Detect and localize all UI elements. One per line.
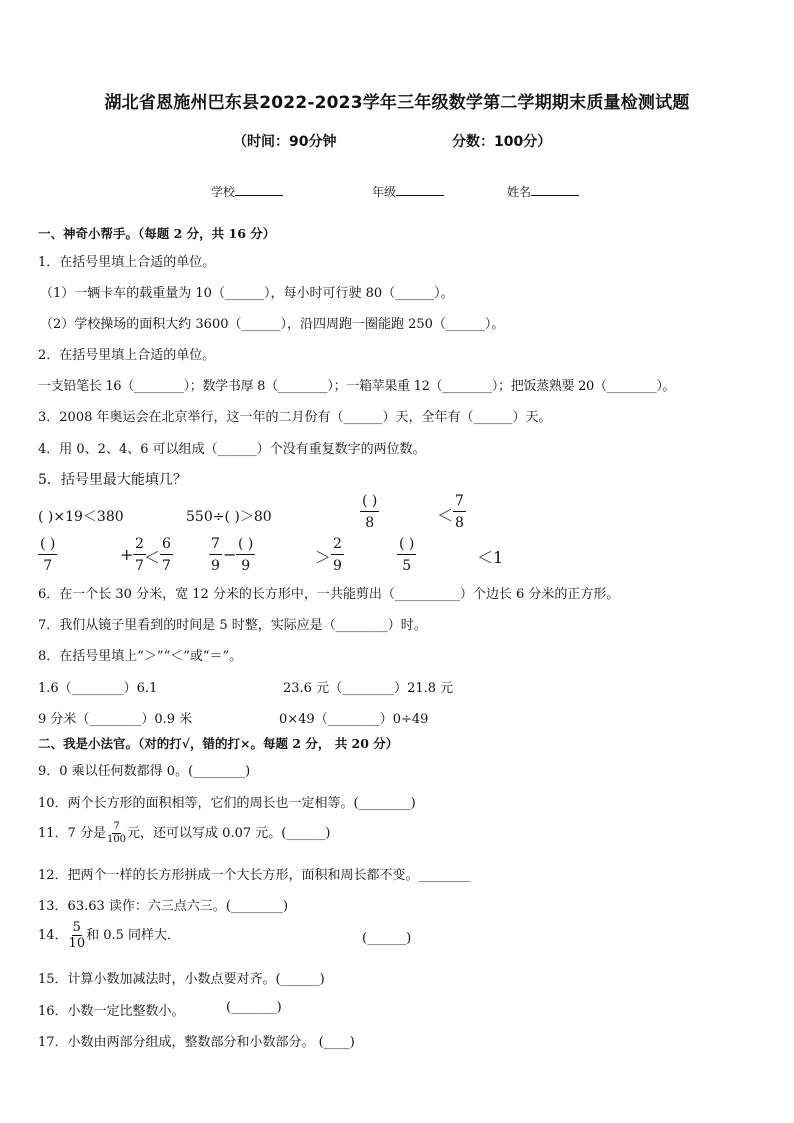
q5f-fraction-blank[interactable] [397,537,416,573]
q5c-fraction [453,494,466,530]
q5d-n2: 2 [133,537,146,555]
q5c-operator: ＜ [437,506,454,525]
q5f-denominator: 5 [402,558,412,574]
school-field[interactable] [211,183,283,200]
q5e-numerator-blank[interactable]: ( ) [236,537,255,555]
exam-time: （时间：90分钟 [233,134,337,150]
q14-answer-blank[interactable]: (______) [362,931,412,946]
grade-blank[interactable] [396,184,444,196]
question-11[interactable] [38,822,330,845]
q5c-rden: 8 [455,515,464,531]
school-label: 学校 [211,185,236,199]
name-label: 姓名 [507,185,532,199]
name-field[interactable] [507,183,579,200]
school-blank[interactable] [235,184,283,196]
section2-heading: 二、我是小法官。（对的打√，错的打×。每题 2 分， 共 20 分） [38,736,399,751]
q5e-n1: 7 [209,537,222,555]
page-title: 湖北省恩施州巴东县2022-2023学年三年级数学第二学期期末质量检测试题 [104,93,690,113]
q5c-fraction-blank[interactable] [360,494,379,530]
q5e-minus: − [223,545,237,564]
q5d-plus: + [120,545,134,564]
q5f-numerator-blank[interactable]: ( ) [397,537,416,555]
question-7[interactable]: 7．我们从镜子里看到的时间是 5 时整，实际应是（________）时。 [38,618,427,633]
question-5: 5．括号里最大能填几？ [38,472,187,488]
q8-compare-b[interactable]: 23.6 元（________）21.8 元 [283,681,454,696]
q5f-operator: ＜1 [477,548,504,567]
question-9[interactable]: 9．0 乘以任何数都得 0。(________) [38,764,251,779]
question-10[interactable]: 10．两个长方形的面积相等，它们的周长也一定相等。(________) [38,796,416,811]
q5e-fraction-1 [209,537,222,573]
q5d-d2: 7 [135,558,144,574]
q5e-n3: 2 [331,537,344,555]
q8-compare-d[interactable]: 0×49（________）0÷49 [279,712,429,727]
question-1-1[interactable]: （1）一辆卡车的载重量为 10（______），每小时可行驶 80（______）。 [40,286,454,301]
q14-numerator: 5 [72,920,81,935]
q5c-rnum: 7 [453,494,466,512]
question-8: 8．在括号里填上“＞”“＜”或“＝”。 [38,649,243,664]
question-13[interactable]: 13．63.63 读作：六三点六三。(________) [38,899,289,914]
question-17[interactable]: 17．小数由两部分组成，整数部分和小数部分。 (____) [38,1035,355,1050]
question-16: 16．小数一定比整数小。 [38,1004,185,1019]
q5d-operator: ＜ [144,548,161,567]
question-12[interactable]: 12．把两个一样的长方形拼成一个大长方形，面积和周长都不变。________ [38,868,471,883]
q5d-numerator-blank[interactable]: ( ) [38,537,57,555]
question-14[interactable] [38,921,180,950]
q8-compare-a[interactable]: 1.6（________）6.1 [38,681,158,696]
q5e-denominator: 9 [241,558,251,574]
grade-field[interactable] [372,183,444,200]
q5e-operator: ＞ [315,548,332,567]
q5d-fraction-3 [160,537,173,573]
question-15[interactable]: 15．计算小数加减法时，小数点要对齐。(______) [38,972,325,987]
question-2: 2．在括号里填上合适的单位。 [38,348,216,363]
q14-denominator: 10 [68,936,86,951]
q11-prefix: 11．7 分是 [38,826,106,841]
q5c-numerator-blank[interactable]: ( ) [360,494,379,512]
section1-heading: 一、神奇小帮手。（每题 2 分，共 16 分） [38,226,276,241]
question-3[interactable]: 3．2008 年奥运会在北京举行，这一年的二月份有（______）天，全年有（______）天。 [38,410,552,425]
exam-score: 分数：100分） [452,134,552,150]
q5d-d3: 7 [162,558,171,574]
q5e-fraction-blank[interactable] [236,537,255,573]
q5e-fraction-3 [331,537,344,573]
q5e-d1: 9 [211,558,220,574]
q16-answer-blank[interactable]: (_______) [226,1000,282,1015]
question-4[interactable]: 4．用 0、2、4、6 可以组成（______）个没有重复数字的两位数。 [38,442,426,457]
q5d-fraction-blank[interactable] [38,537,57,573]
q5e-d3: 9 [333,558,342,574]
q14-suffix: 和 0.5 同样大． [86,928,181,943]
grade-label: 年级 [372,185,397,199]
question-2-line[interactable]: 一支铅笔长 16（________）；数学书厚 8（________）；一箱苹果重 12（________）；把饭蒸熟要 20（________）。 [38,379,676,394]
q11-fraction [107,822,126,845]
q5c-denominator: 8 [365,515,375,531]
question-6[interactable]: 6．在一个长 30 分米，宽 12 分米的长方形中，一共能剪出（__________）个边长 6 分米的正方形。 [38,587,620,602]
question-1: 1．在括号里填上合适的单位。 [38,255,216,270]
q5-expr-b[interactable]: 550÷( )＞80 [186,509,272,525]
q11-denominator: 100 [106,834,127,845]
q11-numerator: 7 [113,821,120,832]
question-1-2[interactable]: （2）学校操场的面积大约 3600（______），沿四周跑一圈能跑 250（______）。 [40,317,505,332]
q5d-n3: 6 [160,537,173,555]
q11-suffix: 元，还可以写成 0.07 元。(______) [127,826,331,841]
q8-compare-c[interactable]: 9 分米（________）0.9 米 [38,712,193,727]
name-blank[interactable] [531,184,579,196]
q5-expr-a[interactable]: ( )×19＜380 [38,509,124,525]
q5d-denominator: 7 [43,558,53,574]
q14-fraction [69,921,86,950]
q14-prefix: 14． [38,928,68,943]
